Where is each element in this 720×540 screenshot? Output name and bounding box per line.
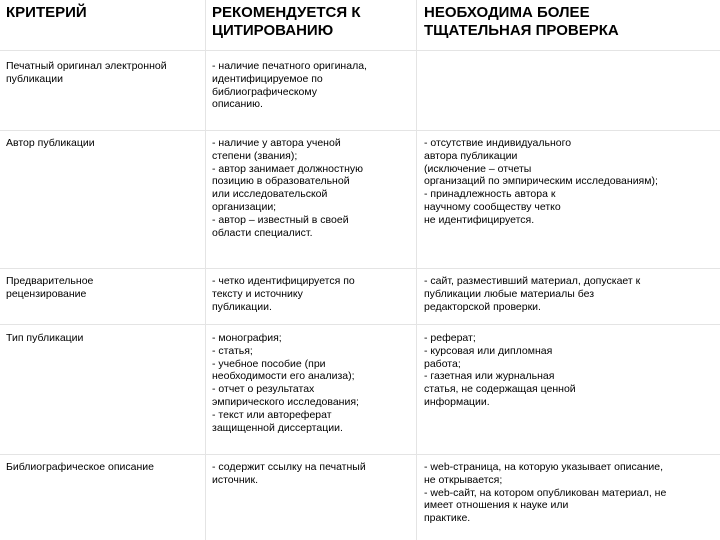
row2-check: - отсутствие индивидуального автора публикации (исключение – отчеты организаций по эмпирическим исследованиям); - принадлежность автора к научному сообществу четко не идентифицируется. (424, 137, 658, 226)
row-divider (0, 50, 720, 51)
row4-criterion: Тип публикации (6, 332, 84, 344)
header-needs-check: НЕОБХОДИМА БОЛЕЕ ТЩАТЕЛЬНАЯ ПРОВЕРКА (424, 4, 619, 39)
row-divider (0, 324, 720, 325)
header-recommended: РЕКОМЕНДУЕТСЯ К ЦИТИРОВАНИЮ (212, 4, 361, 39)
row2-criterion: Автор публикации (6, 137, 95, 149)
row5-criterion: Библиографическое описание (6, 461, 154, 473)
row3-check: - сайт, разместивший материал, допускает к публикации любые материалы без редакторской проверки. (424, 275, 641, 313)
row4-recommended: - монография; - статья; - учебное пособие (при необходимости его анализа); - отчет о результатах эмпирического исследования; - текст или автореферат защищенной диссертации. (212, 332, 359, 434)
row1-criterion: Печатный оригинал электронной публикации (6, 60, 167, 85)
row-divider (0, 454, 720, 455)
row3-criterion: Предварительное рецензирование (6, 275, 94, 300)
row4-check: - реферат; - курсовая или дипломная работа; - газетная или журнальная статья, не содержащая ценной информации. (424, 332, 576, 408)
row-divider (0, 268, 720, 269)
row3-recommended: - четко идентифицируется по тексту и источнику публикации. (212, 275, 355, 313)
column-divider (416, 0, 417, 540)
header-criterion: КРИТЕРИЙ (6, 4, 87, 21)
row5-check: - web-страница, на которую указывает описание, не открывается; - web-сайт, на котором опубликован материал, не имеет отношения к науке или практике. (424, 461, 667, 525)
row1-recommended: - наличие печатного оригинала, идентифицируемое по библиографическому описанию. (212, 60, 367, 111)
row2-recommended: - наличие у автора ученой степени (звания); - автор занимает должностную позицию в образовательной или исследовательской организации; - автор – известный в своей области специалист. (212, 137, 363, 239)
row5-recommended: - содержит ссылку на печатный источник. (212, 461, 366, 486)
column-divider (205, 0, 206, 540)
row-divider (0, 130, 720, 131)
